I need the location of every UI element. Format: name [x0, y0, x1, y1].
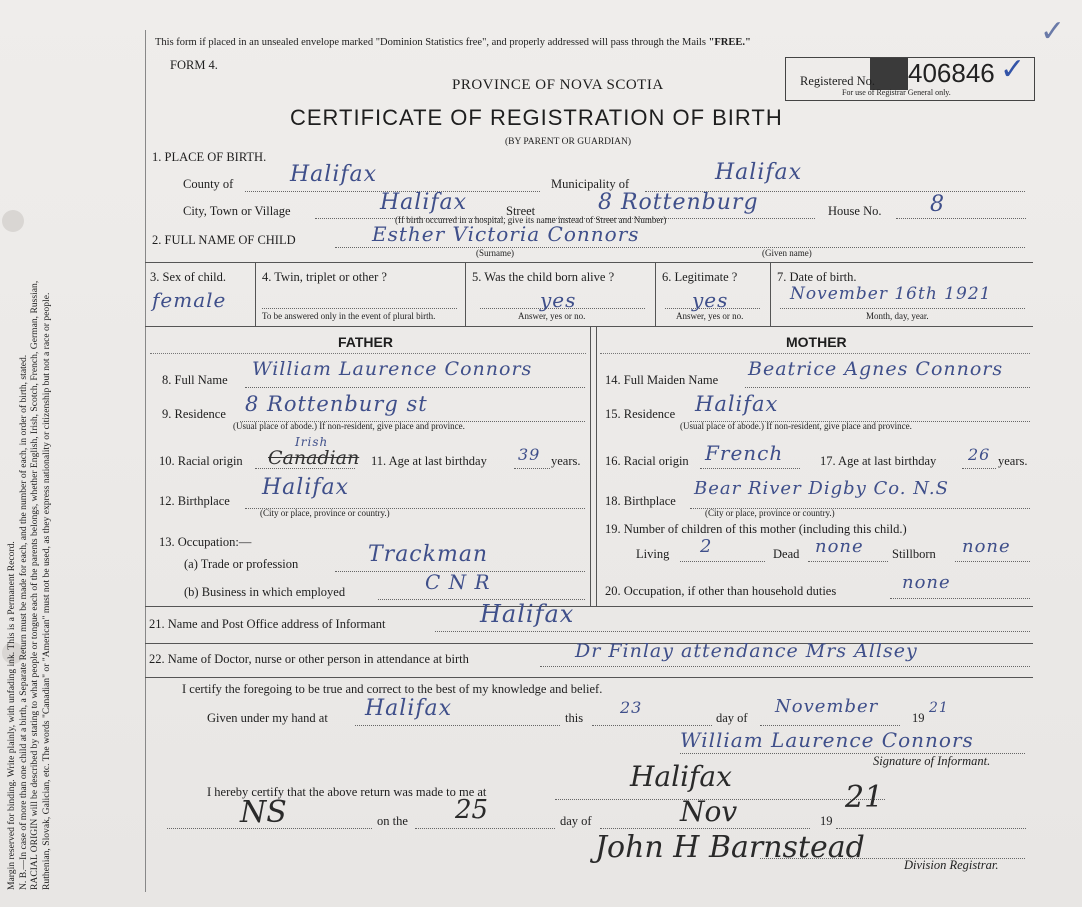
legitimate-label: 6. Legitimate ?	[662, 270, 738, 284]
father-age-value: 39	[518, 445, 541, 464]
father-birthplace-label: 12. Birthplace	[159, 494, 230, 508]
mother-age-label: 17. Age at last birthday	[820, 454, 937, 468]
father-residence-label: 9. Residence	[162, 407, 226, 421]
father-birthplace-value: Halifax	[262, 475, 350, 500]
certify-month-value: November	[775, 696, 879, 717]
sex-label: 3. Sex of child.	[150, 270, 227, 284]
informant-label: 21. Name and Post Office address of Informant	[149, 617, 386, 631]
province-heading: PROVINCE OF NOVA SCOTIA	[452, 77, 664, 93]
margin-line-2: N. B.—In case of more than one child at a birth, a Separate Return must be made for each, and the number of each, in order of birth, stated.	[17, 354, 29, 890]
municipality-value: Halifax	[715, 160, 803, 185]
signature-of-informant-label: Signature of Informant.	[873, 754, 991, 768]
margin-line-4: Ruthenian, Slovak, Galician, etc. The words "Canadian" or "American" must not be used, as they express nationality or citizenship but not a race or people.	[40, 292, 52, 890]
twin-note: To be answered only in the event of plural birth.	[262, 311, 436, 321]
sex-value: female	[152, 288, 227, 312]
alive-note: Answer, yes or no.	[518, 311, 586, 321]
street-label: Street	[506, 204, 536, 218]
registrar-code-value: NS	[240, 795, 287, 830]
mail-notice-text: This form if placed in an unsealed envelope marked "Dominion Statistics free", and properly addressed will pass through the Mails	[155, 37, 706, 48]
father-race-struck: Canadian	[268, 447, 360, 469]
this-label: this	[565, 711, 584, 725]
child-name-value: Esther Victoria Connors	[372, 222, 640, 246]
house-value: 8	[930, 192, 945, 217]
certify-day-value: 23	[620, 698, 643, 717]
page-title: CERTIFICATE OF REGISTRATION OF BIRTH	[290, 105, 783, 130]
father-name-value: William Laurence Connors	[252, 358, 533, 380]
division-registrar-label: Division Registrar.	[904, 858, 999, 872]
mother-birthplace-label: 18. Birthplace	[605, 494, 676, 508]
father-heading: FATHER	[338, 334, 393, 350]
mother-race-value: French	[705, 441, 784, 465]
given-under-label: Given under my hand at	[207, 711, 328, 725]
registrar-statement: I hereby certify that the above return was made to me at	[207, 785, 487, 799]
margin-line-3: RACIAL ORIGIN will be described by stating to what people or tongue each of the parents belongs, whether English, Irish, Scotch, French, German, Russian,	[29, 280, 41, 890]
street-value: 8 Rottenburg	[598, 190, 759, 215]
mother-name-label: 14. Full Maiden Name	[605, 373, 719, 387]
certify-dayof-label: day of	[716, 711, 748, 725]
mother-name-value: Beatrice Agnes Connors	[748, 358, 1004, 380]
registration-stamp	[870, 58, 908, 90]
registrar-place-value: Halifax	[630, 760, 732, 793]
twin-label: 4. Twin, triplet or other ?	[262, 270, 387, 284]
mother-dead-label: Dead	[773, 547, 800, 561]
registered-number: 406846	[908, 58, 995, 88]
mail-notice	[155, 37, 751, 48]
mother-children-label: 19. Number of children of this mother (including this child.)	[605, 522, 907, 536]
county-label: County of	[183, 177, 234, 191]
mother-living-value: 2	[700, 536, 713, 557]
mother-residence-value: Halifax	[695, 392, 779, 416]
mother-race-label: 16. Racial origin	[605, 454, 689, 468]
binding-margin-line	[145, 30, 146, 892]
mother-residence-label: 15. Residence	[605, 407, 676, 421]
given-name-note: (Given name)	[762, 248, 812, 258]
dob-note: Month, day, year.	[866, 311, 929, 321]
registrar-month-value: Nov	[680, 795, 738, 828]
house-label: House No.	[828, 204, 882, 218]
mother-birthplace-note: (City or place, province or country.)	[705, 508, 835, 518]
registered-label: Registered No.	[800, 74, 875, 88]
mail-free: "FREE."	[708, 37, 751, 48]
mother-stillborn-label: Stillborn	[892, 547, 936, 561]
margin-instructions	[6, 10, 52, 890]
mother-stillborn-value: none	[962, 536, 1011, 557]
mother-birthplace-value: Bear River Digby Co. N.S	[694, 478, 949, 499]
registrar-year-prefix: 19	[820, 814, 833, 828]
registrar-year-value: 21	[845, 780, 884, 815]
hospital-note: (If birth occurred in a hospital, give its name instead of Street and Number)	[395, 215, 667, 225]
father-business-value: C N R	[425, 570, 491, 594]
page-subtitle: (BY PARENT OR GUARDIAN)	[505, 137, 632, 147]
father-age-label: 11. Age at last birthday	[371, 454, 487, 468]
municipality-label: Municipality of	[551, 177, 630, 191]
mother-occupation-value: none	[902, 572, 951, 593]
form-number: FORM 4.	[170, 58, 218, 72]
father-trade-label: (a) Trade or profession	[184, 557, 299, 571]
corner-check-icon: ✓	[1040, 15, 1066, 48]
registrar-signature: John H Barnstead	[595, 830, 865, 865]
registrar-day-value: 25	[455, 795, 489, 825]
child-name-label: 2. FULL NAME OF CHILD	[152, 233, 296, 247]
mother-age-unit: years.	[998, 454, 1028, 468]
certify-statement: I certify the foregoing to be true and correct to the best of my knowledge and belief.	[182, 682, 603, 696]
mother-occupation-label: 20. Occupation, if other than household duties	[605, 584, 837, 598]
mother-living-label: Living	[636, 547, 670, 561]
doctor-value: Dr Finlay attendance Mrs Allsey	[575, 640, 918, 662]
father-occupation-label: 13. Occupation:—	[159, 535, 252, 549]
mother-age-value: 26	[968, 445, 991, 464]
legitimate-value: yes	[692, 288, 729, 312]
alive-value: yes	[540, 288, 577, 312]
father-residence-value: 8 Rottenburg st	[245, 392, 428, 416]
certify-year-value: 21	[929, 700, 949, 716]
registered-note: For use of Registrar General only.	[842, 88, 951, 97]
city-value: Halifax	[380, 190, 468, 215]
father-race-label: 10. Racial origin	[159, 454, 243, 468]
father-name-label: 8. Full Name	[162, 373, 228, 387]
father-residence-note: (Usual place of abode.) If non-resident, give place and province.	[233, 421, 465, 431]
check-mark-icon: ✓	[1000, 53, 1026, 86]
dob-label: 7. Date of birth.	[777, 270, 857, 284]
doctor-label: 22. Name of Doctor, nurse or other person in attendance at birth	[149, 652, 469, 666]
legitimate-note: Answer, yes or no.	[676, 311, 744, 321]
registrar-dayof-label: day of	[560, 814, 592, 828]
mother-dead-value: none	[815, 536, 864, 557]
mother-heading: MOTHER	[786, 334, 847, 350]
certify-year-prefix: 19	[912, 711, 925, 725]
county-value: Halifax	[290, 162, 378, 187]
alive-label: 5. Was the child born alive ?	[472, 270, 615, 284]
city-label: City, Town or Village	[183, 204, 291, 218]
margin-line-1: Margin reserved for binding. Write plainly, with unfading ink. This is a Permanent Record.	[6, 541, 17, 890]
father-business-label: (b) Business in which employed	[184, 585, 346, 599]
father-birthplace-note: (City or place, province or country.)	[260, 508, 390, 518]
registrar-on-the-label: on the	[377, 814, 408, 828]
place-of-birth-label: 1. PLACE OF BIRTH.	[152, 150, 267, 164]
informant-value: Halifax	[480, 600, 575, 628]
given-place-value: Halifax	[365, 696, 453, 721]
mother-residence-note: (Usual place of abode.) If non-resident, give place and province.	[680, 421, 912, 431]
dob-value: November 16th 1921	[790, 284, 992, 304]
informant-signature: William Laurence Connors	[680, 728, 974, 752]
surname-note: (Surname)	[476, 248, 514, 258]
father-trade-value: Trackman	[368, 542, 489, 567]
father-age-unit: years.	[551, 454, 581, 468]
father-race-value: Irish	[295, 435, 329, 449]
